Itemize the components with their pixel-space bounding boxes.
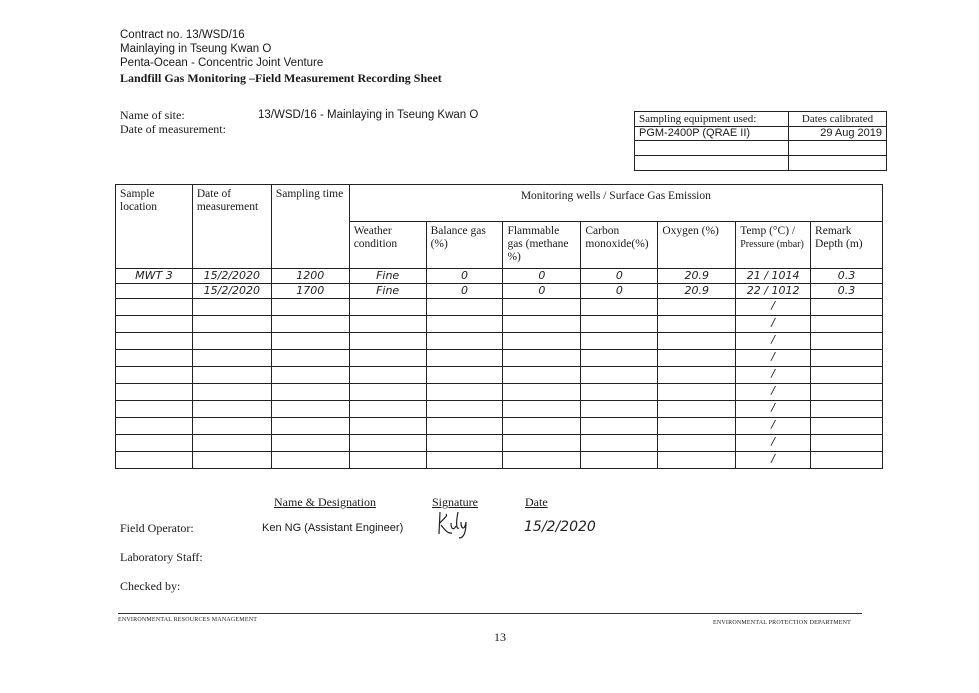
cell-flammable-text: 0 [538, 284, 546, 297]
cell-time [271, 333, 349, 350]
cell-date [192, 316, 271, 333]
cell-oxygen [658, 350, 736, 367]
cell-temp-pressure-text: / [771, 367, 775, 380]
cell-balance [426, 384, 503, 401]
cell-time [271, 418, 349, 435]
cell-temp-pressure [736, 284, 811, 299]
cell-temp-pressure-text: / [771, 401, 775, 414]
cell-weather [349, 367, 426, 384]
project-name: Mainlaying in Tseung Kwan O [120, 43, 272, 55]
cell-time [271, 269, 349, 284]
cell-depth-text: 0.3 [837, 284, 856, 297]
cell-date-text: 15/2/2020 [203, 269, 261, 282]
cell-carbon [581, 452, 658, 469]
cell-weather [349, 452, 426, 469]
footer-left: ENVIRONMENTAL RESOURCES MANAGEMENT [118, 617, 258, 623]
col-oxygen: Oxygen (%) [662, 225, 719, 237]
cell-time [271, 401, 349, 418]
table-row [116, 401, 883, 418]
cell-oxygen [658, 316, 736, 333]
cell-weather [349, 418, 426, 435]
cell-oxygen [658, 435, 736, 452]
cell-depth [811, 299, 883, 316]
footer-right: ENVIRONMENTAL PROTECTION DEPARTMENT [713, 620, 852, 626]
cell-temp-pressure [736, 350, 811, 367]
cell-temp-pressure-text: / [771, 316, 775, 329]
cell-balance [426, 435, 503, 452]
cell-location [116, 269, 193, 284]
cell-carbon [581, 384, 658, 401]
cell-time [271, 435, 349, 452]
cell-date [192, 418, 271, 435]
cell-time-text: 1700 [296, 284, 325, 297]
cell-oxygen [658, 367, 736, 384]
cell-weather [349, 435, 426, 452]
equipment-empty-cell [635, 156, 789, 171]
cell-location [116, 333, 193, 350]
cell-temp-pressure [736, 401, 811, 418]
cell-time [271, 452, 349, 469]
cell-depth [811, 418, 883, 435]
cell-oxygen [658, 284, 736, 299]
cell-depth [811, 435, 883, 452]
cell-location [116, 367, 193, 384]
measurement-table [115, 184, 883, 469]
cell-temp-pressure [736, 316, 811, 333]
cell-oxygen [658, 418, 736, 435]
col-weather: Weather condition [353, 225, 398, 250]
cell-carbon [581, 367, 658, 384]
table-row [116, 269, 883, 284]
table-row [116, 299, 883, 316]
cell-oxygen [658, 333, 736, 350]
checked-by-label: Checked by: [120, 579, 181, 593]
cell-depth [811, 284, 883, 299]
cell-flammable [503, 367, 581, 384]
field-operator-date: 15/2/2020 [524, 519, 596, 535]
cell-date-text: 15/2/2020 [203, 284, 261, 297]
table-row [116, 333, 883, 350]
cell-temp-pressure [736, 418, 811, 435]
cell-flammable [503, 435, 581, 452]
equipment-table [634, 111, 887, 171]
cell-temp-pressure-text: / [771, 452, 775, 465]
cell-depth [811, 333, 883, 350]
cell-date [192, 435, 271, 452]
laboratory-staff-label: Laboratory Staff: [120, 550, 203, 564]
cell-depth [811, 384, 883, 401]
cell-temp-pressure-text: / [771, 350, 775, 363]
signoff-signature-header: Signature [432, 495, 478, 509]
table-row [116, 418, 883, 435]
cell-time [271, 299, 349, 316]
cell-temp-pressure-text: / [771, 435, 775, 448]
table-row [116, 367, 883, 384]
cell-location [116, 284, 193, 299]
cell-weather [349, 284, 426, 299]
cell-location [116, 316, 193, 333]
cell-oxygen [658, 269, 736, 284]
footer-rule [118, 613, 862, 614]
cell-carbon [581, 316, 658, 333]
cell-balance-text: 0 [461, 284, 469, 297]
table-row [116, 384, 883, 401]
cell-carbon [581, 435, 658, 452]
cell-temp-pressure [736, 367, 811, 384]
cell-date [192, 350, 271, 367]
cell-carbon [581, 418, 658, 435]
site-name-label: Name of site: [120, 108, 185, 122]
cell-time [271, 316, 349, 333]
cell-location [116, 418, 193, 435]
equipment-header: Sampling equipment used: [639, 113, 757, 125]
cell-location [116, 452, 193, 469]
cell-temp-pressure [736, 452, 811, 469]
cell-date [192, 367, 271, 384]
cell-carbon [581, 333, 658, 350]
col-temp-label: Temp (°C) / [740, 225, 796, 237]
cell-balance-text: 0 [461, 269, 469, 282]
table-row [116, 316, 883, 333]
cell-depth-text: 0.3 [837, 269, 856, 282]
cell-temp-pressure [736, 269, 811, 284]
cell-weather-text: Fine [376, 284, 400, 297]
cell-weather [349, 384, 426, 401]
field-operator-signature [434, 508, 474, 540]
cell-depth [811, 452, 883, 469]
cell-flammable [503, 269, 581, 284]
cell-oxygen-text: 20.9 [684, 284, 710, 297]
cell-carbon-text: 0 [615, 269, 623, 282]
col-sample-location: Sample location [120, 188, 158, 213]
cell-temp-pressure-text: 22 / 1012 [746, 284, 800, 297]
cell-weather [349, 316, 426, 333]
cell-carbon [581, 284, 658, 299]
cell-balance [426, 418, 503, 435]
cell-carbon [581, 350, 658, 367]
signoff-name-header: Name & Designation [274, 495, 376, 509]
cell-time [271, 384, 349, 401]
cell-weather [349, 269, 426, 284]
field-operator-label: Field Operator: [120, 521, 194, 535]
table-row [116, 284, 883, 299]
equipment-value: PGM-2400P (QRAE II) [639, 127, 751, 139]
cell-date [192, 299, 271, 316]
cell-flammable [503, 333, 581, 350]
table-row [116, 435, 883, 452]
cell-depth [811, 367, 883, 384]
cell-temp-pressure-text: / [771, 333, 775, 346]
cell-depth [811, 269, 883, 284]
cell-flammable [503, 350, 581, 367]
col-temp-pressure [736, 222, 810, 254]
cell-time [271, 367, 349, 384]
cell-flammable [503, 384, 581, 401]
cell-weather [349, 299, 426, 316]
col-date-of-measurement: Date of measurement [196, 188, 259, 213]
col-remark-depth: Remark Depth (m) [815, 225, 863, 250]
cell-carbon [581, 269, 658, 284]
cell-temp-pressure-text: 21 / 1014 [746, 269, 800, 282]
cell-carbon [581, 401, 658, 418]
cell-balance [426, 316, 503, 333]
cell-carbon [581, 299, 658, 316]
measurement-date-label: Date of measurement: [120, 122, 226, 136]
cell-weather [349, 350, 426, 367]
cell-time [271, 284, 349, 299]
col-sampling-time: Sampling time [275, 188, 344, 200]
cell-location [116, 435, 193, 452]
table-row [116, 350, 883, 367]
cell-balance [426, 367, 503, 384]
cell-time [271, 350, 349, 367]
cell-location [116, 401, 193, 418]
cell-balance [426, 350, 503, 367]
cell-date [192, 333, 271, 350]
cell-oxygen [658, 299, 736, 316]
cell-flammable-text: 0 [538, 269, 546, 282]
cell-balance [426, 333, 503, 350]
page-number: 13 [494, 630, 506, 644]
cell-weather-text: Fine [376, 269, 400, 282]
cell-flammable [503, 316, 581, 333]
cell-balance [426, 401, 503, 418]
sheet-title: Landfill Gas Monitoring –Field Measurement Recording Sheet [120, 71, 442, 85]
cell-temp-pressure-text: / [771, 384, 775, 397]
site-name-value: 13/WSD/16 - Mainlaying in Tseung Kwan O [258, 109, 479, 121]
col-carbon-monoxide: Carbon monoxide(%) [585, 225, 649, 250]
contractor-name: Penta-Ocean - Concentric Joint Venture [120, 57, 324, 69]
cell-temp-pressure-text: / [771, 418, 775, 431]
cell-time-text: 1200 [296, 269, 325, 282]
cell-date [192, 384, 271, 401]
cell-depth [811, 401, 883, 418]
cell-depth [811, 350, 883, 367]
calibration-date-value: 29 Aug 2019 [820, 127, 882, 139]
cell-date [192, 401, 271, 418]
cell-temp-pressure [736, 435, 811, 452]
cell-flammable [503, 452, 581, 469]
cell-flammable [503, 299, 581, 316]
cell-flammable [503, 284, 581, 299]
cell-location [116, 299, 193, 316]
cell-balance [426, 284, 503, 299]
contract-number: Contract no. 13/WSD/16 [120, 29, 245, 41]
cell-location [116, 384, 193, 401]
cell-location-text: MWT 3 [135, 269, 173, 282]
cell-temp-pressure [736, 384, 811, 401]
table-row [116, 452, 883, 469]
cell-depth [811, 316, 883, 333]
col-balance-gas: Balance gas (%) [430, 225, 486, 250]
equipment-empty-cell [789, 156, 887, 171]
cell-date [192, 284, 271, 299]
cell-temp-pressure [736, 333, 811, 350]
cell-oxygen [658, 452, 736, 469]
cell-date [192, 452, 271, 469]
dates-calibrated-header: Dates calibrated [801, 113, 874, 125]
cell-location [116, 350, 193, 367]
cell-weather [349, 333, 426, 350]
cell-flammable [503, 401, 581, 418]
group-header-monitoring: Monitoring wells / Surface Gas Emission [520, 190, 711, 202]
cell-oxygen-text: 20.9 [684, 269, 710, 282]
cell-carbon-text: 0 [615, 284, 623, 297]
cell-temp-pressure [736, 299, 811, 316]
field-operator-name: Ken NG (Assistant Engineer) [262, 522, 404, 534]
cell-balance [426, 452, 503, 469]
equipment-empty-cell [789, 141, 887, 156]
cell-oxygen [658, 384, 736, 401]
cell-flammable [503, 418, 581, 435]
col-pressure-label: Pressure (mbar) [740, 239, 804, 250]
signoff-date-header: Date [525, 495, 548, 509]
cell-date [192, 269, 271, 284]
col-flammable-gas: Flammable gas (methane %) [507, 225, 569, 263]
cell-balance [426, 269, 503, 284]
cell-balance [426, 299, 503, 316]
cell-temp-pressure-text: / [771, 299, 775, 312]
cell-oxygen [658, 401, 736, 418]
equipment-empty-cell [635, 141, 789, 156]
cell-weather [349, 401, 426, 418]
